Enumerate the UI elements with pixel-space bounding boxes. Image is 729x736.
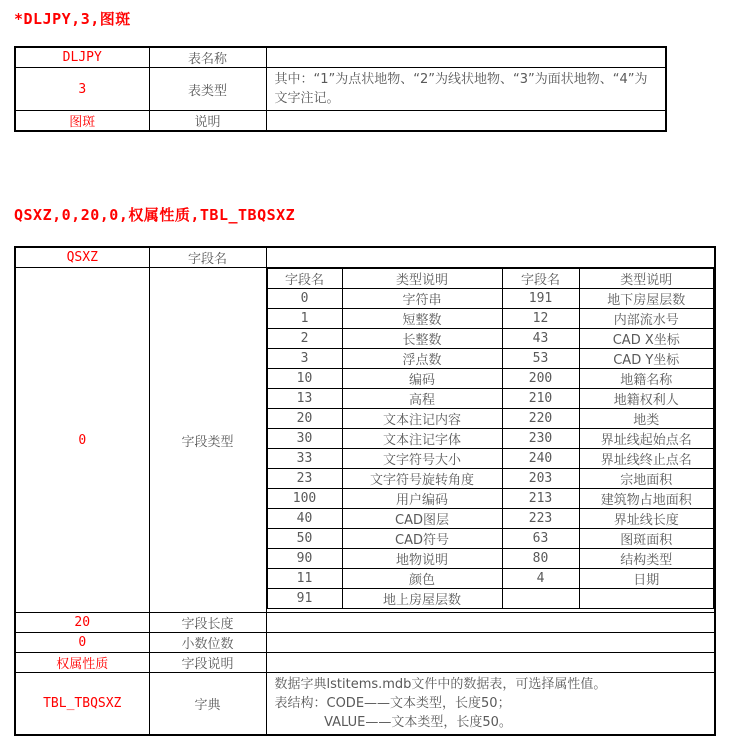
table-row-field-length xyxy=(15,613,715,633)
field-id-cell: 43 xyxy=(502,329,579,349)
table-row-type xyxy=(15,68,666,111)
type-desc-cell: 浮点数 xyxy=(342,349,502,369)
table-row-field-type xyxy=(15,268,715,613)
table-note-desc xyxy=(266,111,666,132)
nested-header-type-1: 类型说明 xyxy=(342,269,502,289)
decimal-desc xyxy=(266,633,715,653)
nested-field-row xyxy=(267,529,714,549)
nested-field-row xyxy=(267,489,714,509)
dict-value: TBL_TBQSXZ xyxy=(15,673,149,736)
table-note-label: 说明 xyxy=(149,111,266,132)
field-desc-desc xyxy=(266,653,715,673)
type-desc-cell: 建筑物占地面积 xyxy=(579,489,714,509)
nested-field-row xyxy=(267,389,714,409)
decimal-value: 0 xyxy=(15,633,149,653)
nested-field-row xyxy=(267,349,714,369)
type-desc-cell: 颜色 xyxy=(342,569,502,589)
nested-field-row xyxy=(267,429,714,449)
type-desc-cell: 文字符号大小 xyxy=(342,449,502,469)
type-desc-cell: 地上房屋层数 xyxy=(342,589,502,609)
nested-field-row xyxy=(267,509,714,529)
field-id-cell: 240 xyxy=(502,449,579,469)
type-desc-cell: 地下房屋层数 xyxy=(579,289,714,309)
field-id-cell: 40 xyxy=(267,509,342,529)
field-id-cell: 213 xyxy=(502,489,579,509)
field-length-value: 20 xyxy=(15,613,149,633)
nested-field-row xyxy=(267,589,714,609)
qsxz-table xyxy=(14,246,716,736)
dict-desc xyxy=(266,673,715,736)
field-id-cell: 0 xyxy=(267,289,342,309)
field-type-nested-cell xyxy=(266,268,715,613)
type-desc-cell: 界址线长度 xyxy=(579,509,714,529)
type-desc-cell: 界址线起始点名 xyxy=(579,429,714,449)
field-id-cell: 33 xyxy=(267,449,342,469)
type-desc-cell: 内部流水号 xyxy=(579,309,714,329)
field-id-cell: 50 xyxy=(267,529,342,549)
type-desc-cell: 地籍权利人 xyxy=(579,389,714,409)
type-desc-cell: CAD符号 xyxy=(342,529,502,549)
section2-title: QSXZ,0,20,0,权属性质,TBL_TBQSXZ xyxy=(14,206,296,224)
dict-desc-line: 表结构：CODE——文本类型，长度50； xyxy=(274,696,511,711)
nested-field-row xyxy=(267,549,714,569)
table-note-value: 图斑 xyxy=(15,111,149,132)
nested-header-field-2: 字段名 xyxy=(502,269,579,289)
type-desc-cell: 界址线终止点名 xyxy=(579,449,714,469)
table-type-label: 表类型 xyxy=(149,68,266,111)
field-length-label: 字段长度 xyxy=(149,613,266,633)
type-desc-cell: 地类 xyxy=(579,409,714,429)
type-desc-cell: 地物说明 xyxy=(342,549,502,569)
table-name-desc xyxy=(266,47,666,68)
type-desc-cell: CAD图层 xyxy=(342,509,502,529)
type-desc-cell: CAD Y坐标 xyxy=(579,349,714,369)
field-id-cell: 30 xyxy=(267,429,342,449)
nested-header-field-1: 字段名 xyxy=(267,269,342,289)
type-desc-cell: 文本注记内容 xyxy=(342,409,502,429)
field-id-cell: 53 xyxy=(502,349,579,369)
table-row-note xyxy=(15,111,666,132)
type-desc-cell xyxy=(579,589,714,609)
field-id-cell: 12 xyxy=(502,309,579,329)
field-id-cell: 80 xyxy=(502,549,579,569)
type-desc-cell: 字符串 xyxy=(342,289,502,309)
type-desc-cell: 宗地面积 xyxy=(579,469,714,489)
field-id-cell: 210 xyxy=(502,389,579,409)
nested-field-row xyxy=(267,329,714,349)
field-desc-label: 字段说明 xyxy=(149,653,266,673)
type-desc-cell: 高程 xyxy=(342,389,502,409)
table-row-dict xyxy=(15,673,715,736)
nested-field-row xyxy=(267,409,714,429)
field-id-cell: 23 xyxy=(267,469,342,489)
field-id-cell: 230 xyxy=(502,429,579,449)
type-desc-cell: 编码 xyxy=(342,369,502,389)
table-type-value: 3 xyxy=(15,68,149,111)
type-desc-cell: 短整数 xyxy=(342,309,502,329)
field-id-cell: 100 xyxy=(267,489,342,509)
dict-label: 字典 xyxy=(149,673,266,736)
type-desc-cell: 结构类型 xyxy=(579,549,714,569)
field-type-value: 0 xyxy=(15,268,149,613)
decimal-label: 小数位数 xyxy=(149,633,266,653)
type-desc-cell: 文字符号旋转角度 xyxy=(342,469,502,489)
section1-title: *DLJPY,3,图斑 xyxy=(14,10,131,28)
type-desc-cell: 长整数 xyxy=(342,329,502,349)
field-id-cell: 91 xyxy=(267,589,342,609)
table-row-field-desc xyxy=(15,653,715,673)
nested-field-table xyxy=(267,268,715,609)
field-id-cell: 10 xyxy=(267,369,342,389)
nested-field-row xyxy=(267,289,714,309)
nested-field-row xyxy=(267,369,714,389)
type-desc-cell: 用户编码 xyxy=(342,489,502,509)
field-id-cell: 203 xyxy=(502,469,579,489)
field-id-cell: 4 xyxy=(502,569,579,589)
type-desc-cell: 文本注记字体 xyxy=(342,429,502,449)
field-id-cell: 11 xyxy=(267,569,342,589)
nested-header-row xyxy=(267,269,714,289)
field-id-cell: 2 xyxy=(267,329,342,349)
table-name-value: DLJPY xyxy=(15,47,149,68)
table-row-decimal xyxy=(15,633,715,653)
type-desc-cell: 地籍名称 xyxy=(579,369,714,389)
nested-field-row xyxy=(267,469,714,489)
field-id-cell: 90 xyxy=(267,549,342,569)
field-id-cell: 1 xyxy=(267,309,342,329)
field-id-cell: 220 xyxy=(502,409,579,429)
field-name-value: QSXZ xyxy=(15,247,149,268)
nested-field-table-body xyxy=(267,289,714,609)
dljpy-table xyxy=(14,46,667,132)
field-name-label: 字段名 xyxy=(149,247,266,268)
field-type-label: 字段类型 xyxy=(149,268,266,613)
field-desc-value: 权属性质 xyxy=(15,653,149,673)
field-id-cell: 20 xyxy=(267,409,342,429)
nested-field-row xyxy=(267,309,714,329)
type-desc-cell: CAD X坐标 xyxy=(579,329,714,349)
field-id-cell xyxy=(502,589,579,609)
field-id-cell: 191 xyxy=(502,289,579,309)
table-row-name xyxy=(15,47,666,68)
table-type-desc: 其中：“1”为点状地物、“2”为线状地物、“3”为面状地物、“4”为文字注记。 xyxy=(266,68,666,111)
nested-field-row xyxy=(267,569,714,589)
nested-field-row xyxy=(267,449,714,469)
field-name-desc xyxy=(266,247,715,268)
dict-desc-line: VALUE——文本类型，长度50。 xyxy=(274,715,512,730)
table-name-label: 表名称 xyxy=(149,47,266,68)
field-id-cell: 223 xyxy=(502,509,579,529)
field-id-cell: 3 xyxy=(267,349,342,369)
field-id-cell: 13 xyxy=(267,389,342,409)
type-desc-cell: 图斑面积 xyxy=(579,529,714,549)
type-desc-cell: 日期 xyxy=(579,569,714,589)
field-id-cell: 200 xyxy=(502,369,579,389)
field-id-cell: 63 xyxy=(502,529,579,549)
field-length-desc xyxy=(266,613,715,633)
dict-desc-line: 数据字典lstitems.mdb文件中的数据表，可选择属性值。 xyxy=(274,677,607,692)
nested-header-type-2: 类型说明 xyxy=(579,269,714,289)
table-row-field-name xyxy=(15,247,715,268)
